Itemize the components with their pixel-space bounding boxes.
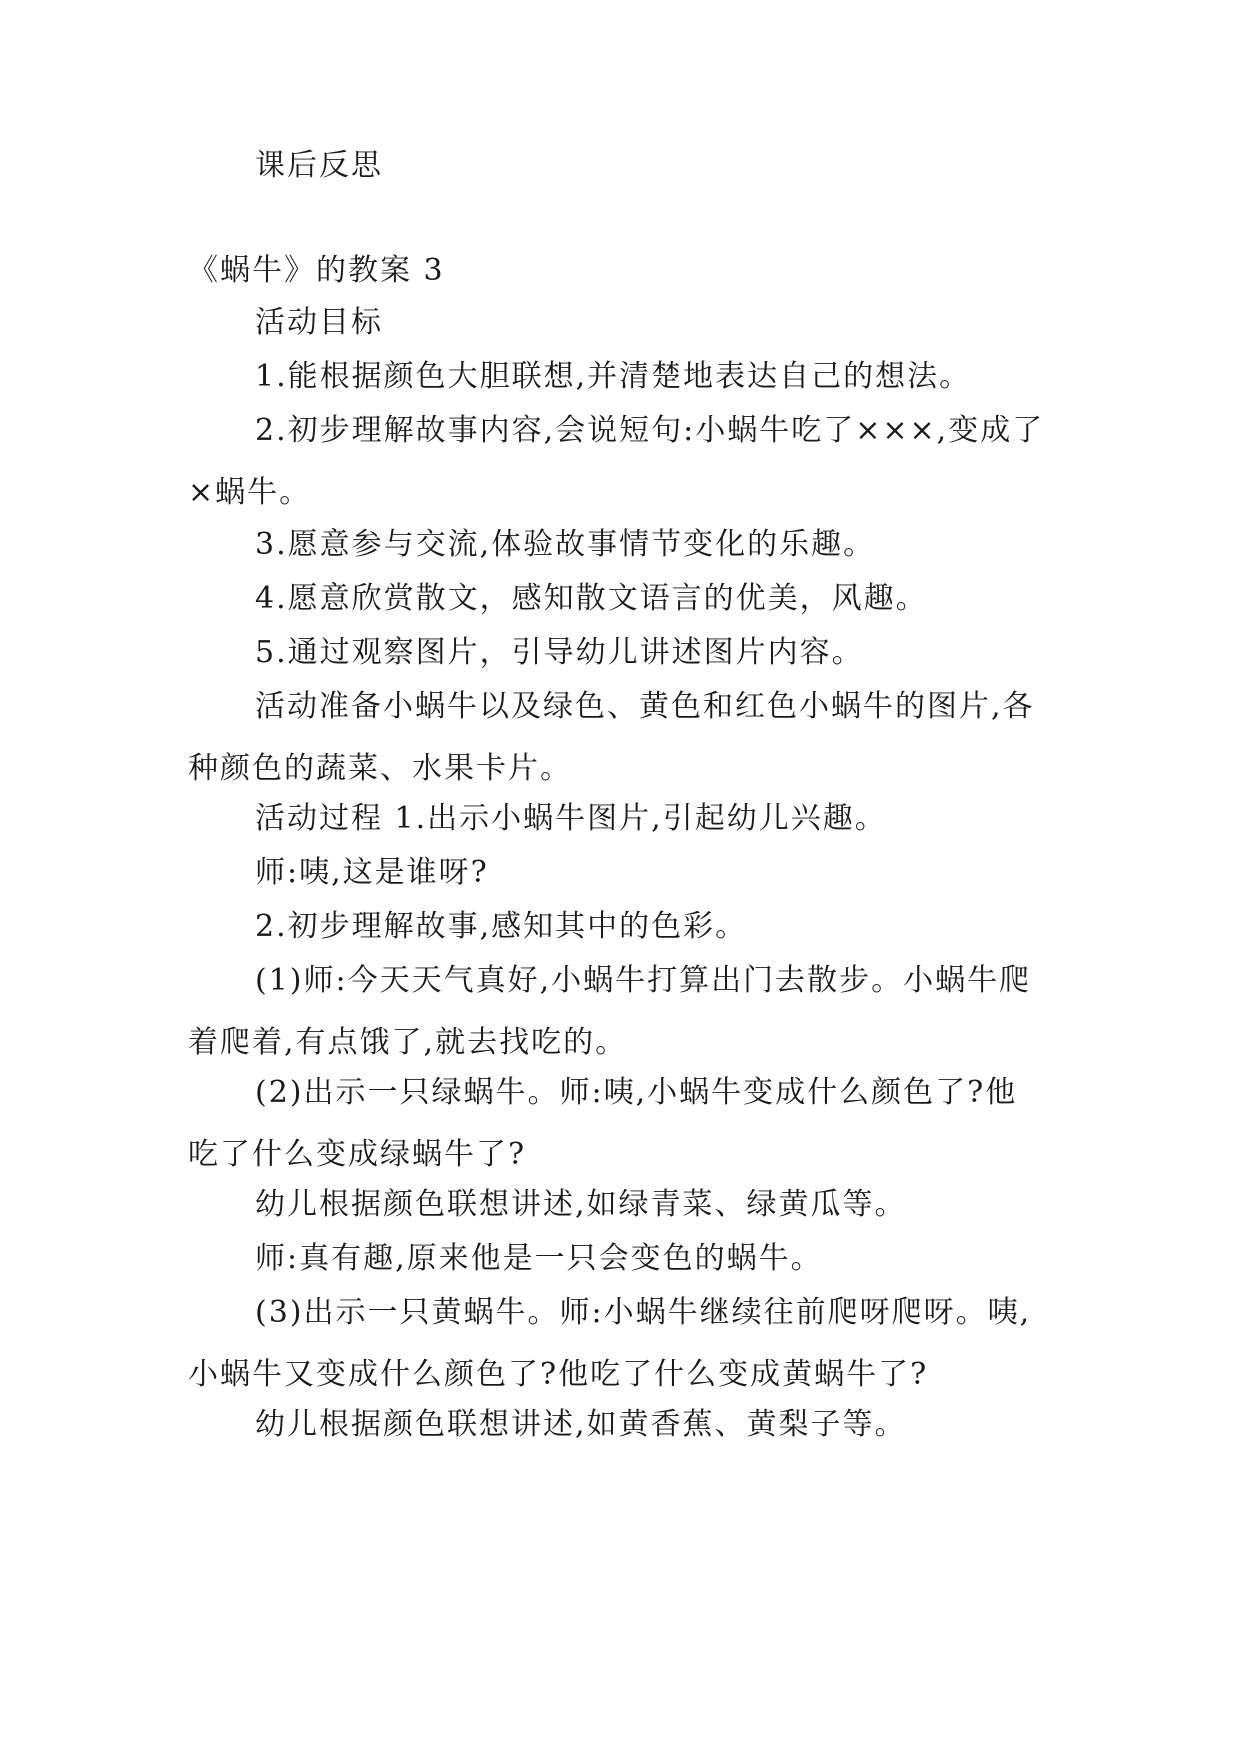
process-step-1: 活动过程 1.出示小蜗牛图片,引起幼儿兴趣。	[255, 801, 887, 836]
process-step-2: 2.初步理解故事,感知其中的色彩。	[255, 909, 748, 944]
section-title: 《蜗牛》的教案 3	[188, 253, 445, 288]
story-step-3: (3)出示一只黄蜗牛。师:小蜗牛继续往前爬呀爬呀。咦,小蜗牛又变成什么颜色了?他吃了什么变成黄蜗牛了?	[188, 1295, 1032, 1392]
preparation-paragraph: 活动准备小蜗牛以及绿色、黄色和红色小蜗牛的图片,各种颜色的蔬菜、水果卡片。	[188, 689, 1035, 786]
story-step-1: (1)师:今天天气真好,小蜗牛打算出门去散步。小蜗牛爬着爬着,有点饿了,就去找吃的。	[188, 963, 1032, 1060]
child-response-2: 幼儿根据颜色联想讲述,如黄香蕉、黄梨子等。	[255, 1407, 907, 1442]
goal-item-4: 4.愿意欣赏散文，感知散文语言的优美，风趣。	[255, 581, 928, 616]
teacher-line-2: 师:真有趣,原来他是一只会变色的蜗牛。	[255, 1241, 823, 1276]
goals-heading: 活动目标	[255, 305, 383, 340]
child-response-1: 幼儿根据颜色联想讲述,如绿青菜、绿黄瓜等。	[255, 1187, 907, 1222]
reflection-heading: 课后反思	[255, 148, 383, 183]
goal-item-2: 2.初步理解故事内容,会说短句:小蜗牛吃了×××,变成了×蜗牛。	[188, 413, 1045, 510]
story-step-2: (2)出示一只绿蜗牛。师:咦,小蜗牛变成什么颜色了?他吃了什么变成绿蜗牛了?	[188, 1075, 1018, 1172]
goal-item-1: 1.能根据颜色大胆联想,并清楚地表达自己的想法。	[255, 359, 972, 394]
goal-item-3: 3.愿意参与交流,体验故事情节变化的乐趣。	[255, 527, 876, 562]
teacher-line-1: 师:咦,这是谁呀?	[255, 855, 489, 890]
goal-item-5: 5.通过观察图片，引导幼儿讲述图片内容。	[255, 635, 864, 670]
